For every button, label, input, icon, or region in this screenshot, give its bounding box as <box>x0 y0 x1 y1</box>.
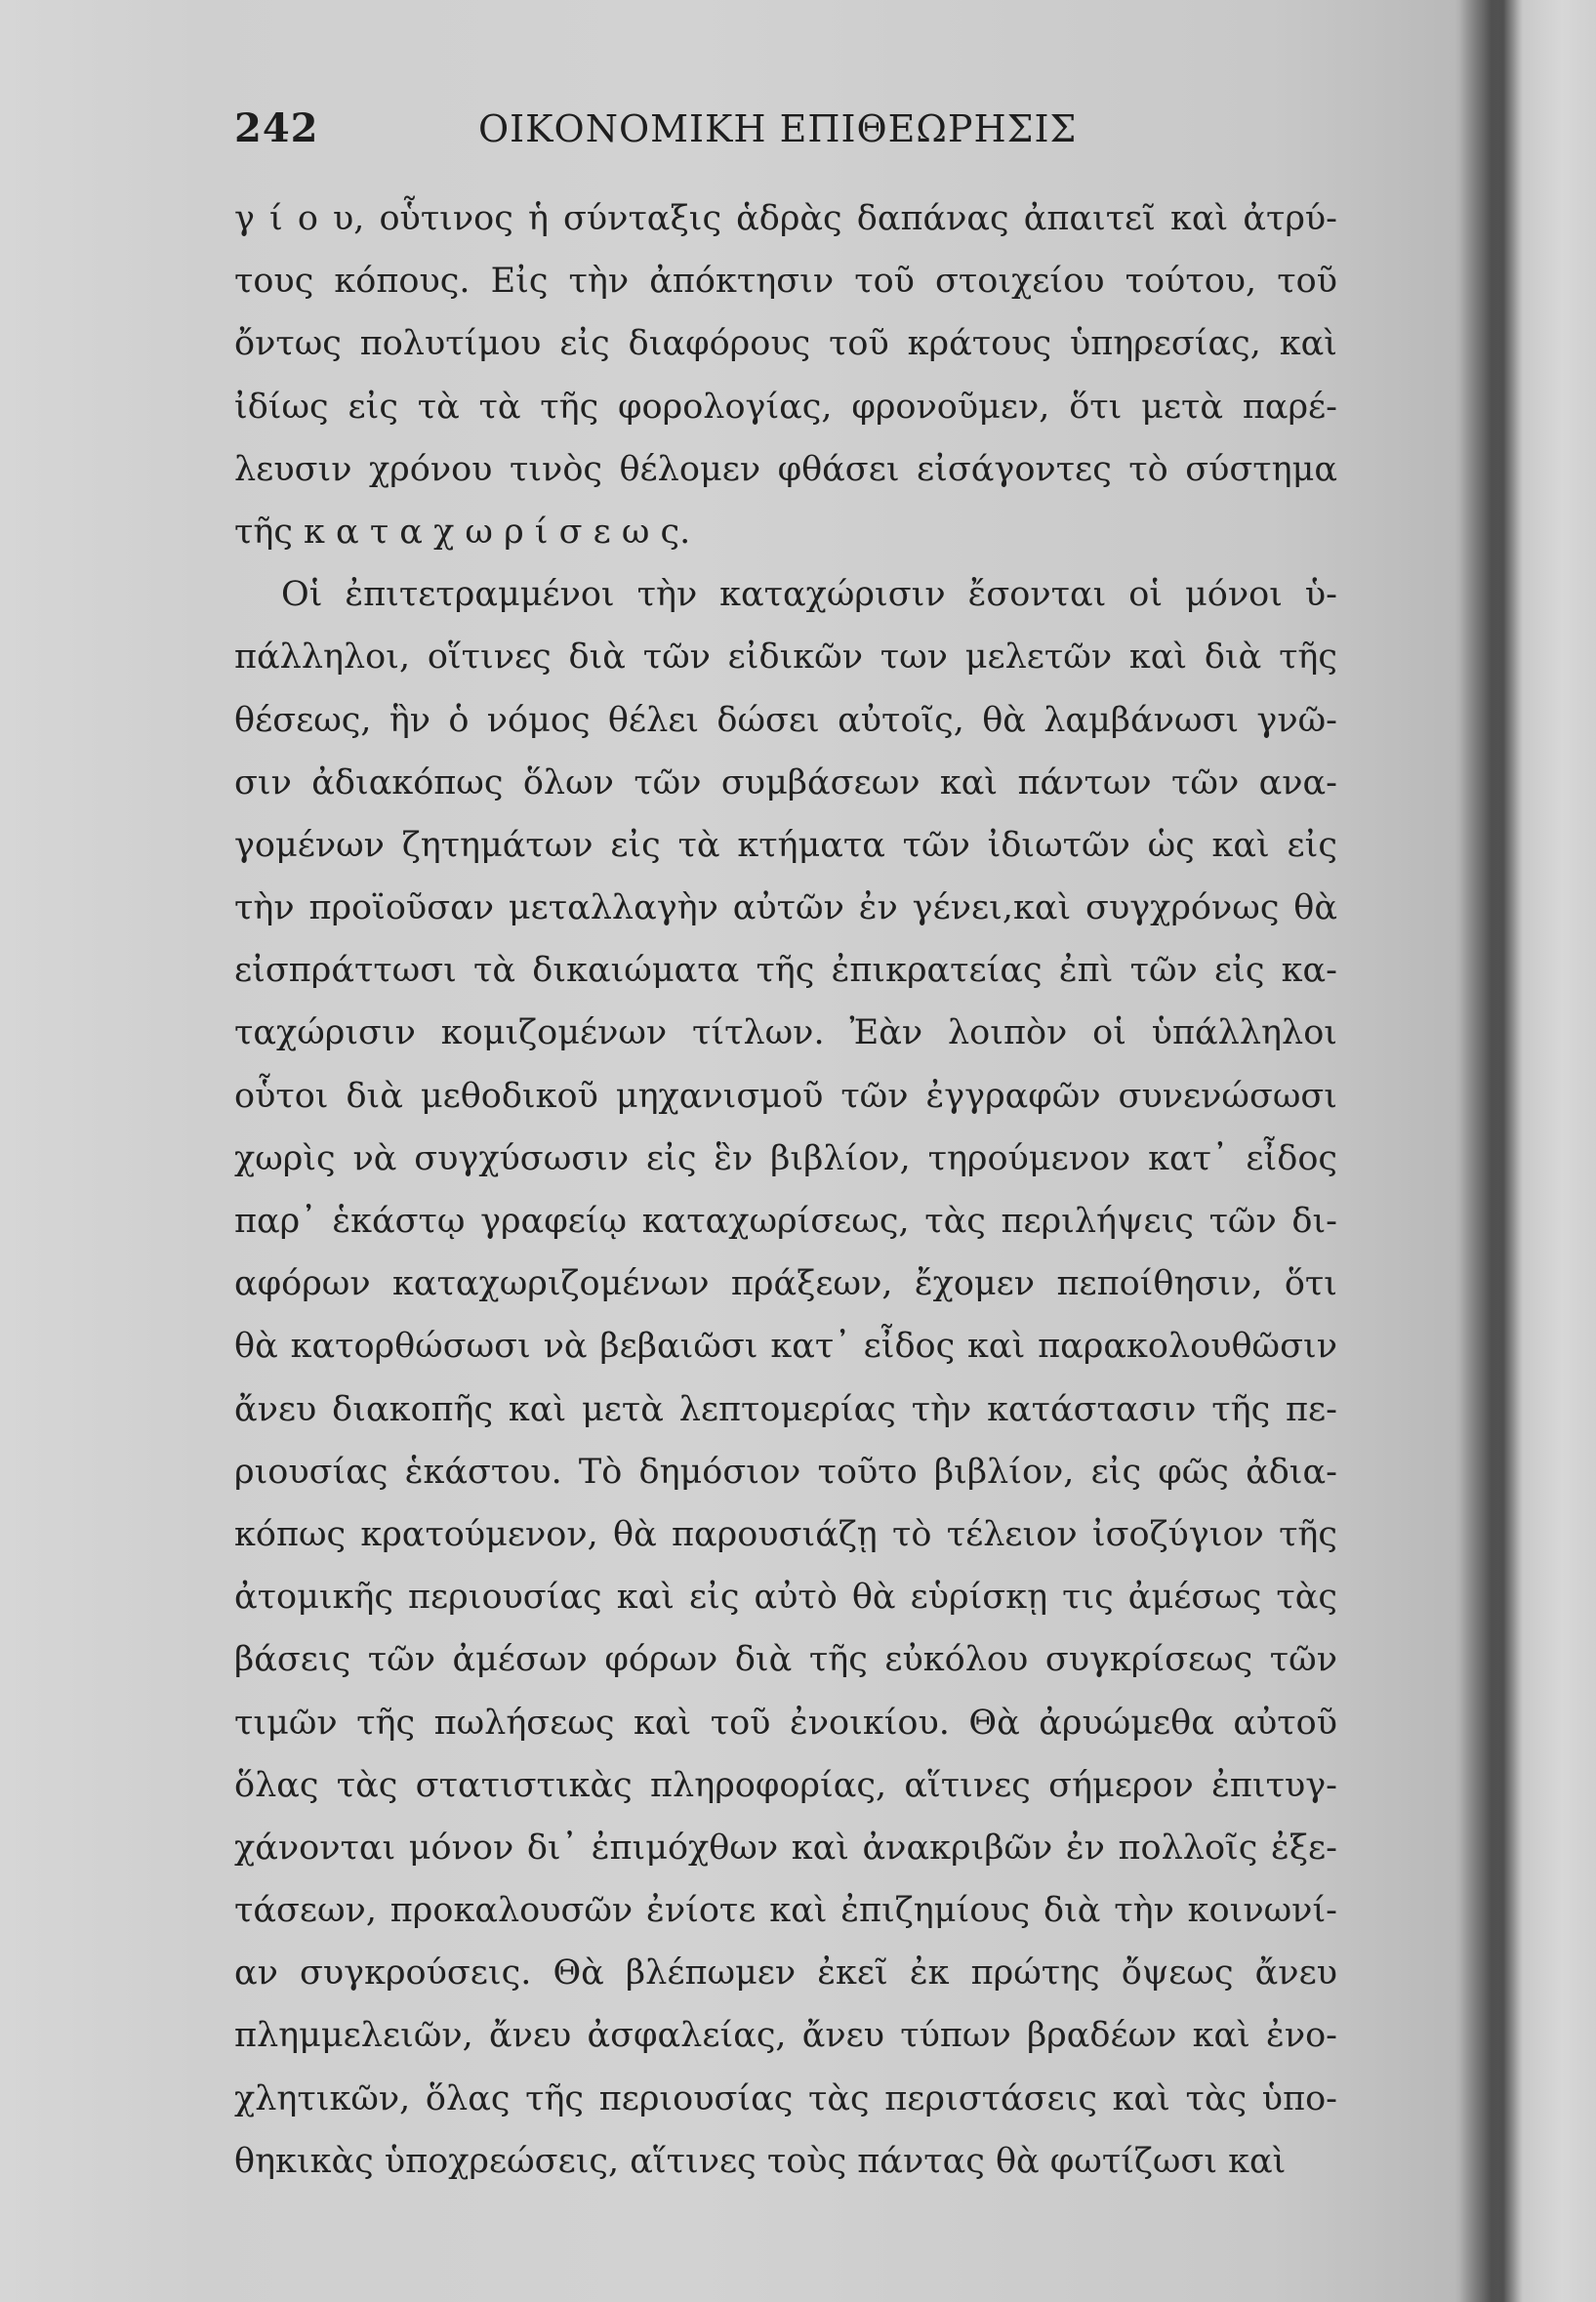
paragraph <box>234 187 1337 563</box>
page-number: 242 <box>234 105 319 151</box>
paragraph <box>234 563 1337 2193</box>
text-line: πλημμελειῶν, ἄνευ ἀσφαλείας, ἄνευ τύπων βραδέων καὶ ἐνο- <box>234 2016 1337 2056</box>
text-line: τῆς κ α τ α χ ω ρ ί σ ε ω ς. <box>234 512 691 552</box>
text-line: τὴν προϊοῦσαν μεταλλαγὴν αὐτῶν ἐν γένει,καὶ συγχρόνως θὰ <box>234 888 1337 928</box>
text-line: οὗτοι διὰ μεθοδικοῦ μηχανισμοῦ τῶν ἐγγραφῶν συνενώσωσι <box>234 1076 1337 1116</box>
text-line: θὰ κατορθώσωσι νὰ βεβαιῶσι κατ᾿ εἶδος καὶ παρακολουθῶσιν <box>234 1327 1337 1367</box>
text-line: ἀτομικῆς περιουσίας καὶ εἰς αὐτὸ θὰ εὑρίσκῃ τις ἀμέσως τὰς <box>234 1578 1337 1618</box>
text-line: θηκικὰς ὑποχρεώσεις, αἵτινες τοὺς πάντας θὰ φωτίζωσι καὶ <box>234 2141 1287 2181</box>
text-line: χλητικῶν, ὅλας τῆς περιουσίας τὰς περιστάσεις καὶ τὰς ὑπο- <box>234 2078 1337 2118</box>
text-line: τιμῶν τῆς πωλήσεως καὶ τοῦ ἐνοικίου. Θὰ ἀρυώμεθα αὐτοῦ <box>234 1703 1337 1743</box>
text-line: σιν ἀδιακόπως ὅλων τῶν συμβάσεων καὶ πάντων τῶν ανα- <box>234 762 1337 802</box>
text-line: γομένων ζητημάτων εἰς τὰ κτήματα τῶν ἰδιωτῶν ὡς καὶ εἰς <box>234 825 1337 865</box>
text-line: αν συγκρούσεις. Θὰ βλέπωμεν ἐκεῖ ἐκ πρώτης ὄψεως ἄνευ <box>234 1953 1337 1994</box>
text-line: ἄνευ διακοπῆς καὶ μετὰ λεπτομερίας τὴν κατάστασιν τῆς πε- <box>234 1389 1337 1429</box>
text-line: χάνονται μόνον δι᾿ ἐπιμόχθων καὶ ἀνακριβῶν ἐν πολλοῖς ἐξε- <box>234 1828 1337 1868</box>
text-line: ριουσίας ἑκάστου. Τὸ δημόσιον τοῦτο βιβλίον, εἰς φῶς ἀδια- <box>234 1452 1337 1492</box>
text-line: Οἱ ἐπιτετραμμένοι τὴν καταχώρισιν ἔσονται οἱ μόνοι ὑ- <box>281 575 1337 615</box>
text-line: πάλληλοι, οἵτινες διὰ τῶν εἰδικῶν των μελετῶν καὶ διὰ τῆς <box>234 637 1337 678</box>
text-line: βάσεις τῶν ἀμέσων φόρων διὰ τῆς εὐκόλου συγκρίσεως τῶν <box>234 1640 1337 1680</box>
text-line: παρ᾿ ἑκάστῳ γραφείῳ καταχωρίσεως, τὰς περιλήψεις τῶν δι- <box>234 1202 1337 1241</box>
running-title: ΟΙΚΟΝΟΜΙΚΗ ΕΠΙΘΕΩΡΗΣΙΣ <box>478 107 1078 150</box>
text-line: χωρὶς νὰ συγχύσωσιν εἰς ἓν βιβλίον, τηρούμενον κατ᾿ εἶδος <box>234 1138 1337 1178</box>
text-line: ὅλας τὰς στατιστικὰς πληροφορίας, αἵτινες σήμερον ἐπιτυγ- <box>234 1765 1337 1805</box>
text-line: θέσεως, ἣν ὁ νόμος θέλει δώσει αὐτοῖς, θὰ λαμβάνωσι γνῶ- <box>234 700 1337 740</box>
body-text <box>234 187 1337 2193</box>
text-line: ταχώρισιν κομιζομένων τίτλων. Ἐὰν λοιπὸν οἱ ὑπάλληλοι <box>234 1013 1337 1053</box>
text-line: γ ί ο υ, οὗτινος ἡ σύνταξις ἁδρὰς δαπάνας ἀπαιτεῖ καὶ ἀτρύ- <box>234 199 1337 238</box>
text-line: κόπως κρατούμενον, θὰ παρουσιάζῃ τὸ τέλειον ἰσοζύγιον τῆς <box>234 1514 1337 1554</box>
text-line: εἰσπράττωσι τὰ δικαιώματα τῆς ἐπικρατείας ἐπὶ τῶν εἰς κα- <box>234 951 1337 991</box>
running-header <box>234 105 1337 164</box>
text-line: αφόρων καταχωριζομένων πράξεων, ἔχομεν πεποίθησιν, ὅτι <box>234 1264 1337 1304</box>
book-gutter-shadow <box>1459 0 1518 2302</box>
text-line: τάσεων, προκαλουσῶν ἐνίοτε καὶ ἐπιζημίους διὰ τὴν κοινωνί- <box>234 1891 1337 1931</box>
text-line: τους κόπους. Εἰς τὴν ἀπόκτησιν τοῦ στοιχείου τούτου, τοῦ <box>234 262 1337 302</box>
text-line: ἰδίως εἰς τὰ τὰ τῆς φορολογίας, φρονοῦμεν, ὅτι μετὰ παρέ- <box>234 387 1337 427</box>
text-line: ὄντως πολυτίμου εἰς διαφόρους τοῦ κράτους ὑπηρεσίας, καὶ <box>234 324 1337 364</box>
text-line: λευσιν χρόνου τινὸς θέλομεν φθάσει εἰσάγοντες τὸ σύστημα <box>234 449 1337 489</box>
